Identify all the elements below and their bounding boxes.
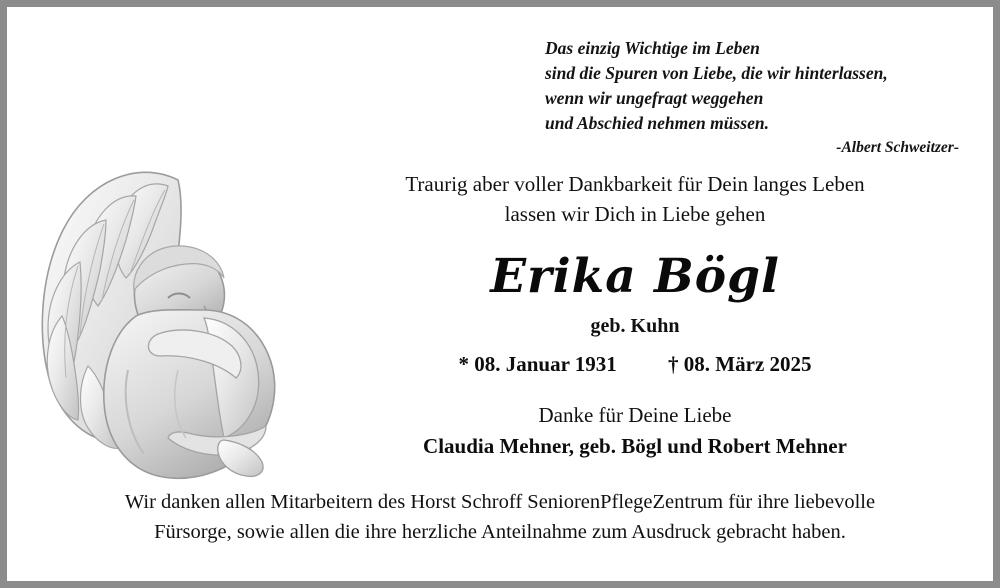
quote-line-3: wenn wir ungefragt weggehen [545,87,764,108]
thanks-line: Danke für Deine Liebe [538,402,732,427]
survivors-names: Claudia Mehner, geb. Bögl und Robert Mehner [423,433,847,458]
quote-line-2: sind die Spuren von Liebe, die wir hinterlassen, [545,62,888,83]
card-content [10,10,990,578]
footer-line-1: Wir danken allen Mitarbeitern des Horst Schroff SeniorenPflegeZentrum für ihre liebevolle [124,491,876,513]
angel-body [104,310,275,478]
intro-text [290,170,980,230]
quotation-block [545,36,965,159]
intro-line-2: lassen wir Dich in Liebe gehen [504,201,766,226]
main-text-block [290,170,980,459]
quote-line-4: und Abschied nehmen müssen. [545,112,769,133]
death-date: † 08. März 2025 [668,351,812,376]
footer-line-2: Fürsorge, sowie allen die ihre herzliche Anteilnahme zum Ausdruck gebracht haben. [154,520,846,543]
footer-text [40,488,960,547]
life-dates [290,352,980,377]
deceased-name: Erika Bögl [490,248,780,304]
deceased-maiden-name: geb. Kuhn [590,314,680,337]
quote-line-1: Das einzig Wichtige im Leben [545,38,760,58]
intro-line-1: Traurig aber voller Dankbarkeit für Dein langes Leben [405,172,865,196]
sleeping-angel-statue-image [18,120,308,490]
birth-date: * 08. Januar 1931 [458,351,617,376]
quote-author: -Albert Schweitzer- [836,139,959,157]
